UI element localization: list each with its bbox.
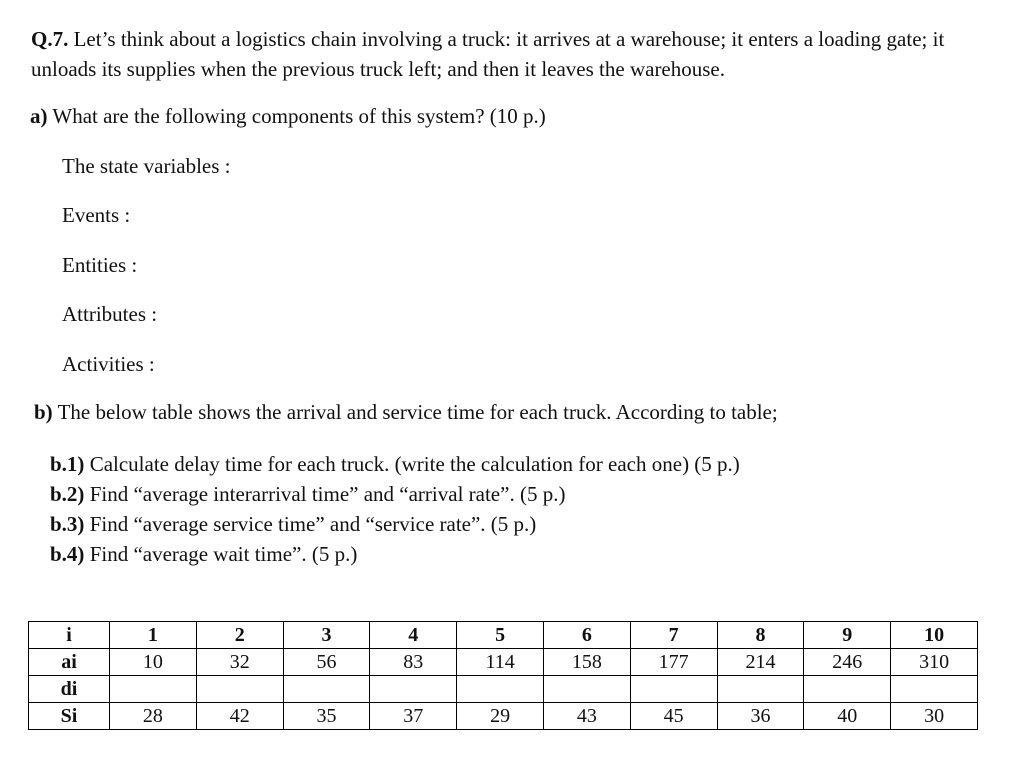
subquestion-b4 (50, 542, 357, 567)
table-cell: 45 (630, 703, 717, 730)
field-events: Events : (62, 203, 131, 227)
part-a-heading (30, 104, 546, 129)
table-cell: 30 (891, 703, 978, 730)
subquestion-label: b.3) (50, 512, 85, 536)
subquestion-b1 (50, 452, 740, 477)
table-cell: 37 (370, 703, 457, 730)
table-cell: 32 (196, 649, 283, 676)
part-b-text: The below table shows the arrival and service time for each truck. According to table; (57, 400, 778, 424)
table-cell: 40 (804, 703, 891, 730)
subquestion-b2 (50, 482, 565, 507)
table-cell: 28 (110, 703, 197, 730)
table-cell (283, 676, 370, 703)
table-cell (457, 676, 544, 703)
table-cell (370, 676, 457, 703)
row-label-si: Si (29, 703, 110, 730)
subquestion-label: b.4) (50, 542, 85, 566)
subquestion-text: Calculate delay time for each truck. (write the calculation for each one) (5 p.) (89, 452, 740, 476)
table-cell: 10 (110, 649, 197, 676)
field-activities: Activities : (62, 352, 155, 376)
row-label-ai: ai (29, 649, 110, 676)
table-row-d (29, 676, 978, 703)
subquestion-text: Find “average service time” and “service rate”. (5 p.) (89, 512, 537, 536)
row-label-di: di (29, 676, 110, 703)
table-cell (110, 676, 197, 703)
table-row-i (29, 622, 978, 649)
question-intro (31, 24, 991, 84)
table-cell: 5 (457, 622, 544, 649)
table-cell: 1 (110, 622, 197, 649)
question-text: Let’s think about a logistics chain involving a truck: it arrives at a warehouse; it enters a loading gate; it unloads its supplies when the previous truck left; and then it leaves the warehouse. (31, 27, 945, 81)
truck-data-table (28, 621, 978, 730)
table-cell: 3 (283, 622, 370, 649)
subquestion-b3 (50, 512, 536, 537)
table-cell: 2 (196, 622, 283, 649)
table-cell: 177 (630, 649, 717, 676)
table-cell: 8 (717, 622, 804, 649)
table-cell: 7 (630, 622, 717, 649)
table-cell: 36 (717, 703, 804, 730)
table-cell: 43 (543, 703, 630, 730)
field-attributes: Attributes : (62, 302, 158, 326)
table-cell (717, 676, 804, 703)
table-cell: 35 (283, 703, 370, 730)
subquestion-label: b.1) (50, 452, 85, 476)
table-cell: 83 (370, 649, 457, 676)
table-cell (630, 676, 717, 703)
part-a-label: a) (30, 104, 48, 128)
field-state-variables: The state variables : (62, 154, 231, 178)
table-cell (891, 676, 978, 703)
subquestion-text: Find “average interarrival time” and “arrival rate”. (5 p.) (89, 482, 566, 506)
part-b-label: b) (34, 400, 53, 424)
table-cell: 158 (543, 649, 630, 676)
table-row-s (29, 703, 978, 730)
table-cell: 10 (891, 622, 978, 649)
table-cell: 4 (370, 622, 457, 649)
part-a-text: What are the following components of this system? (52, 104, 485, 128)
table-cell: 56 (283, 649, 370, 676)
table-cell (543, 676, 630, 703)
part-b-heading (34, 400, 778, 425)
table-cell: 6 (543, 622, 630, 649)
row-label-i: i (29, 622, 110, 649)
field-entities: Entities : (62, 253, 138, 277)
table-cell: 214 (717, 649, 804, 676)
table-cell: 29 (457, 703, 544, 730)
table-cell: 114 (457, 649, 544, 676)
subquestion-label: b.2) (50, 482, 85, 506)
table-cell (196, 676, 283, 703)
part-a-points: (10 p.) (489, 104, 546, 128)
subquestion-text: Find “average wait time”. (5 p.) (89, 542, 358, 566)
table-cell: 246 (804, 649, 891, 676)
table-cell (804, 676, 891, 703)
table-cell: 310 (891, 649, 978, 676)
question-label: Q.7. (31, 27, 69, 51)
table-cell: 42 (196, 703, 283, 730)
table-row-a (29, 649, 978, 676)
table-cell: 9 (804, 622, 891, 649)
